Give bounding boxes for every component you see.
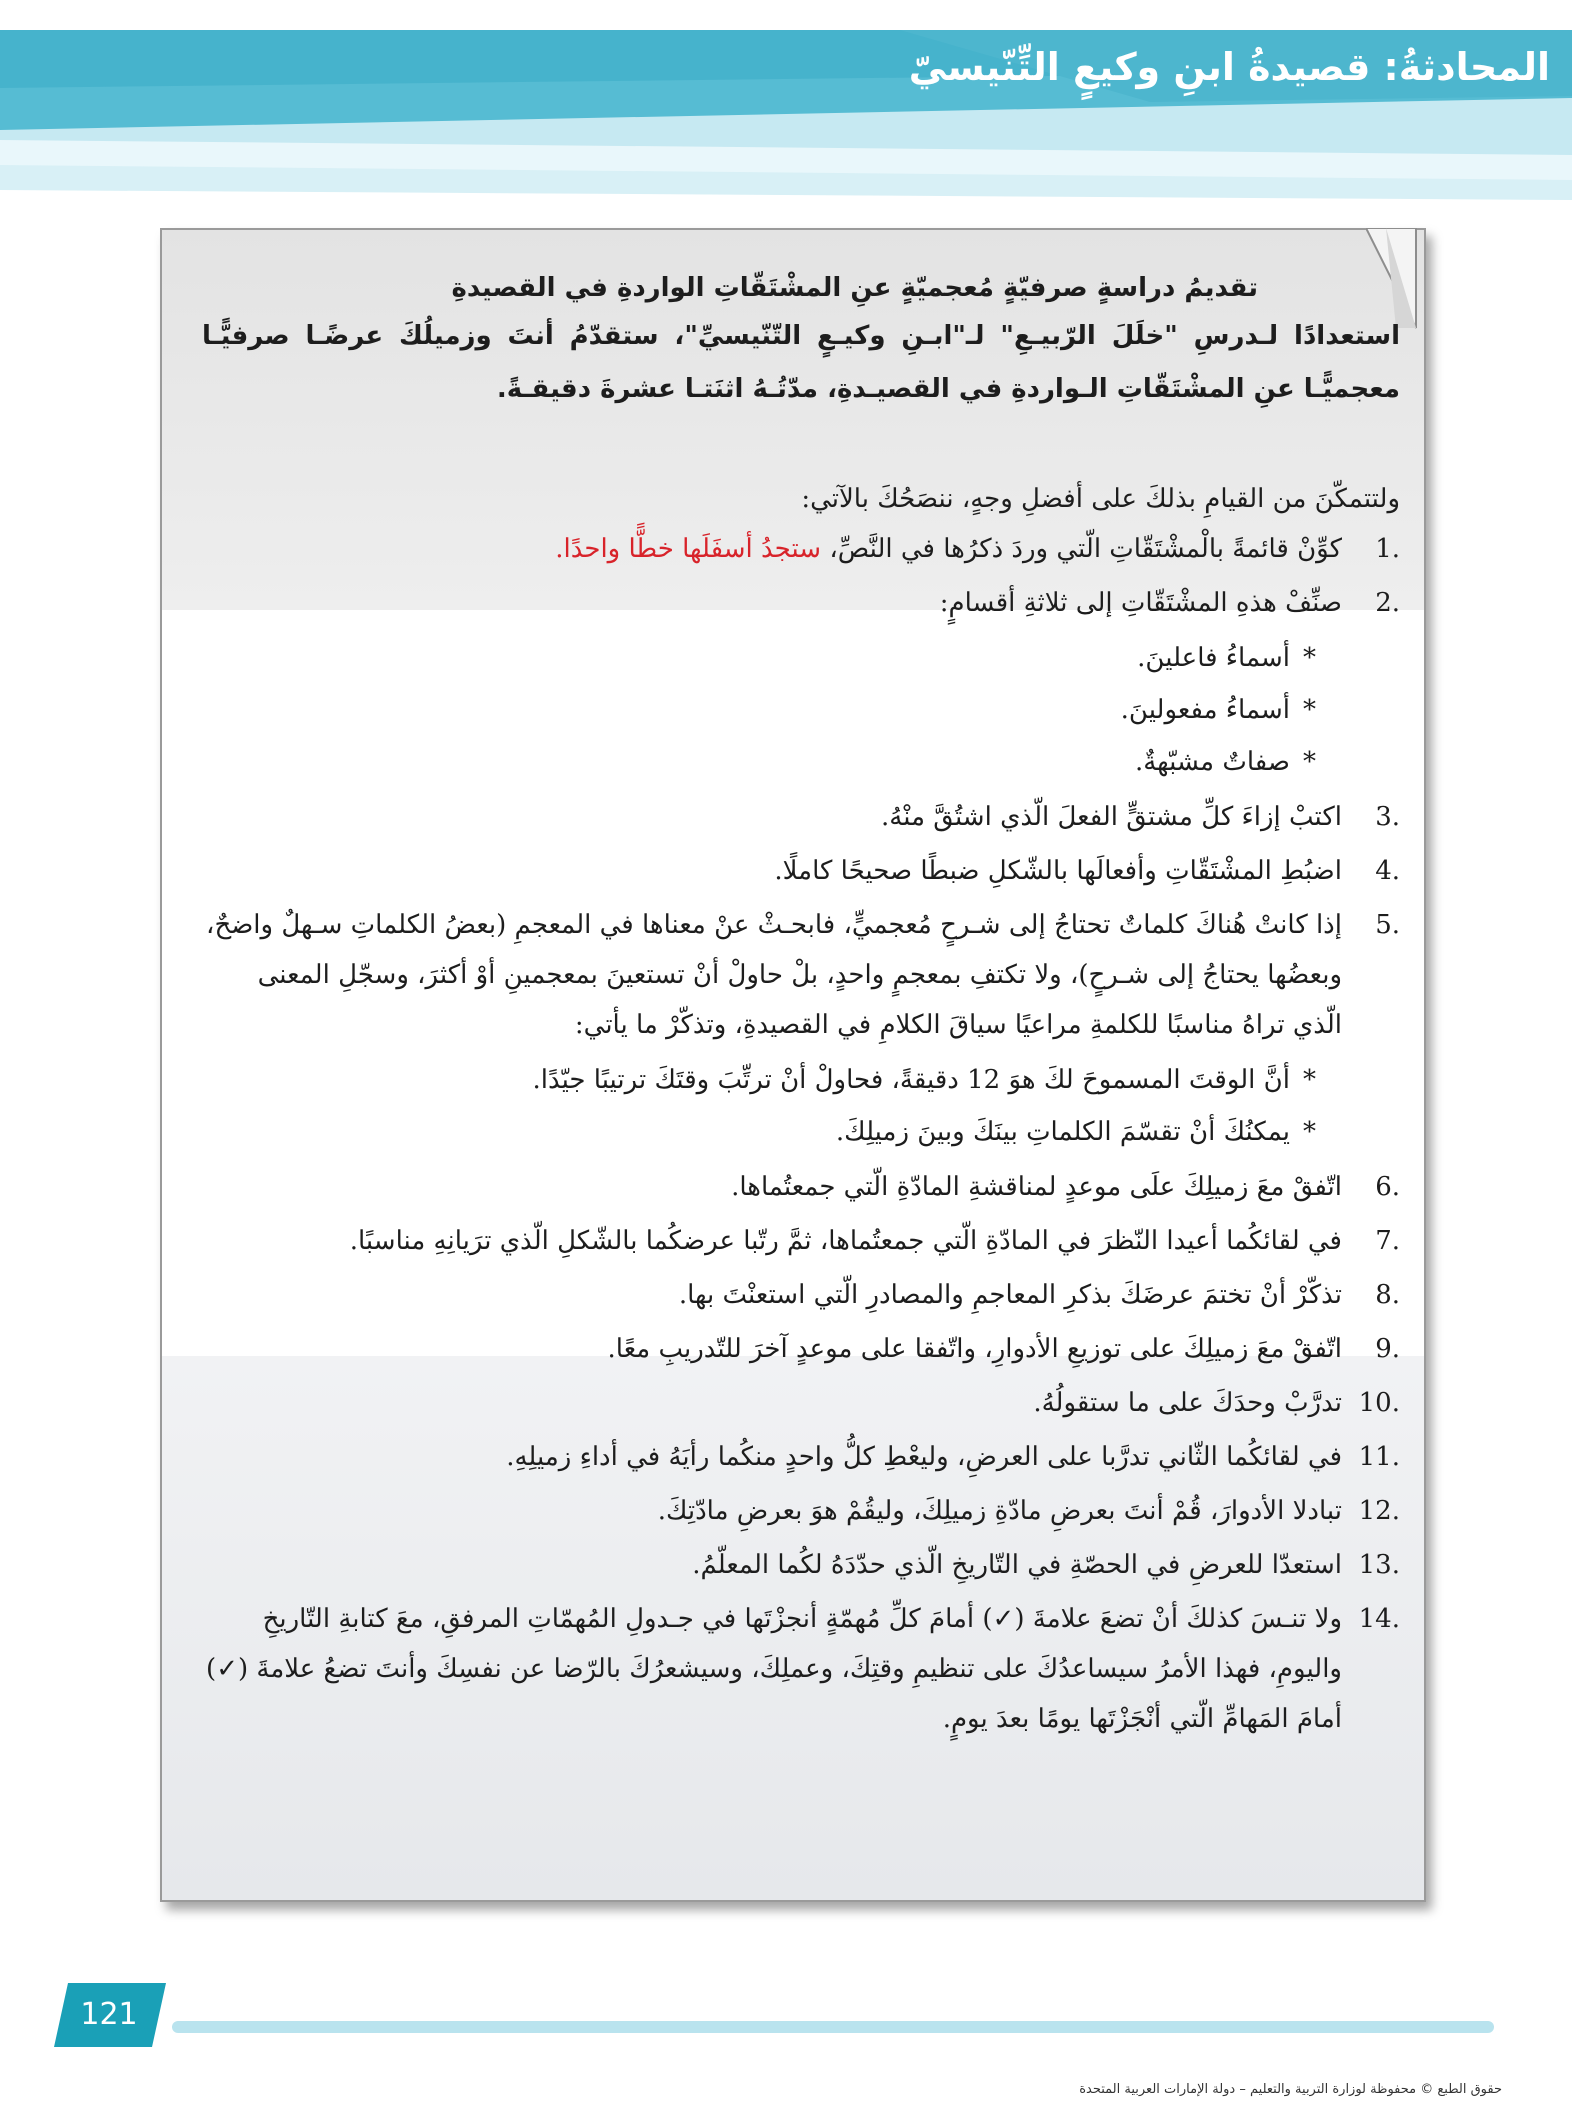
step-text: اتّفقْ معَ زميلِكَ على توزيعِ الأدوارِ، واتّفقا على موعدٍ آخرَ للتّدريبِ معًا. [607, 1334, 1342, 1364]
task-content [202, 266, 1400, 1748]
step-text: في لقائكُما الثّاني تدرَّبا على العرضِ، وليعْطِ كلُّ واحدٍ منكُما رأيَهُ في أداءِ زميلِهِ. [506, 1442, 1342, 1472]
step-item [202, 1216, 1400, 1266]
sub-list [202, 632, 1342, 788]
step-item [202, 578, 1400, 788]
step-text: ولا تنـسَ كذلكَ أنْ تضعَ علامةَ (✓) أمامَ كلِّ مُهمّةٍ أنجزْتَها في جـدولِ المُهمّاتِ المرفقِ، معَ كتابةِ التّاريخِ واليومِ، فهذا الأمرُ سيساعدُكَ على تنظيمِ وقتِكَ، وعملِكَ، وسيشعرُكَ بالرّضا عن نفسِكَ وأنتَ تضعُ علامةَ (✓) أمامَ المَهامِّ الّتي أنْجَزْتَها يومًا بعدَ يومٍ. [206, 1604, 1342, 1734]
step-number: 8. [1375, 1280, 1400, 1310]
task-card [160, 228, 1426, 1902]
sub-item: * أسماءُ فاعلينَ. [202, 632, 1316, 684]
step-text: اضبُطِ المشْتَقّاتِ وأفعالَها بالشّكلِ ضبطًا صحيحًا كاملًا. [774, 856, 1342, 886]
copyright-notice: حقوق الطبع © محفوظة لوزارة التربية والتعليم – دولة الإمارات العربية المتحدة [1079, 2082, 1502, 2097]
footer-divider [172, 2021, 1494, 2033]
sub-item: * أنَّ الوقتَ المسموحَ لكَ هوَ 12 دقيقةً، فحاولْ أنْ ترتِّبَ وقتَكَ ترتيبًا جيّدًا. [202, 1054, 1316, 1106]
step-number: 3. [1375, 802, 1400, 832]
step-text: استعدّا للعرضِ في الحصّةِ في التّاريخِ الّذي حدّدَهُ لكُما المعلّمُ. [692, 1550, 1342, 1580]
step-number: 6. [1375, 1172, 1400, 1202]
sub-list [202, 1054, 1342, 1158]
step-number: 11. [1358, 1442, 1400, 1472]
step-number: 14. [1358, 1604, 1400, 1634]
step-item [202, 1486, 1400, 1536]
step-text: تدرَّبْ وحدَكَ على ما ستقولُهُ. [1033, 1388, 1342, 1418]
step-item [202, 792, 1400, 842]
header-banner [0, 0, 1572, 200]
banner-stripes-graphic [0, 0, 1572, 200]
sub-item: * أسماءُ مفعولينَ. [202, 684, 1316, 736]
step-text: تبادلا الأدوارَ، قُمْ أنتَ بعرضِ مادّةِ زميلِكَ، وليقُمْ هوَ بعرضِ مادّتِكَ. [657, 1496, 1342, 1526]
step-number: 1. [1375, 534, 1400, 564]
page-number: 121 [80, 1997, 138, 2032]
step-item [202, 1324, 1400, 1374]
sub-item: * صفاتٌ مشبّهةٌ. [202, 736, 1316, 788]
step-item [202, 1540, 1400, 1590]
step-text: اكتبْ إزاءَ كلِّ مشتقٍّ الفعلَ الّذي اشتُقَّ منْهُ. [881, 802, 1342, 832]
step-text: كوِّنْ قائمةً بالْمشْتَقّاتِ الّتي وردَ ذكرُها في النَّصِّ، [821, 534, 1342, 564]
step-item [202, 1432, 1400, 1482]
step-number: 12. [1358, 1496, 1400, 1526]
sub-item: * يمكنُكَ أنْ تقسّمَ الكلماتِ بينَكَ وبينَ زميلِكَ. [202, 1106, 1316, 1158]
step-number: 13. [1358, 1550, 1400, 1580]
step-item [202, 524, 1400, 574]
step-number: 10. [1358, 1388, 1400, 1418]
step-item [202, 900, 1400, 1158]
step-text: إذا كانتْ هُناكَ كلماتٌ تحتاجُ إلى شـرحٍ مُعجميٍّ، فابحـثْ عنْ معناها في المعجمِ (بعضُ الكلماتِ سـهلٌ واضحٌ، وبعضُها يحتاجُ إلى شـرحٍ)، ولا تكتفِ بمعجمٍ واحدٍ، بلْ حاولْ أنْ تستعينَ بمعجمينِ أوْ أكثرَ، وسجّلِ المعنى الّذي تراهُ مناسبًا للكلمةِ مراعيًا سياقَ الكلامِ في القصيدةِ، وتذكّرْ ما يأتي: [206, 910, 1342, 1040]
step-number: 7. [1375, 1226, 1400, 1256]
task-title: تقديمُ دراسةٍ صرفيّةٍ مُعجميّةٍ عنِ المشْتَقّاتِ الواردةِ في القصيدةِ [451, 273, 1258, 303]
step-text: صنِّفْ هذهِ المشْتَقّاتِ إلى ثلاثةِ أقسامٍ: [939, 588, 1342, 618]
step-item [202, 1270, 1400, 1320]
step-item [202, 1162, 1400, 1212]
step-text: في لقائكُما أعيدا النّظرَ في المادّةِ الّتي جمعتُماها، ثمَّ رتّبا عرضكُما بالشّكلِ الّذي ترَيانِهِ مناسبًا. [349, 1226, 1342, 1256]
step-text: اتّفقْ معَ زميلِكَ علَى موعدٍ لمناقشةِ المادّةِ الّتي جمعتُماها. [731, 1172, 1342, 1202]
step-number: 5. [1375, 910, 1400, 940]
step-number: 2. [1375, 588, 1400, 618]
task-description: استعدادًا لـدرسِ "خلَلَ الرّبيـعِ" لـ"ابـنِ وكيـعٍ التّنّيسيِّ"، ستقدّمُ أنتَ وزميلُكَ عرضًـا صرفيًّـا معجميًّـا عنِ المشْتَقّاتِ الـواردةِ في القصيـدةِ، مدّتُـهُ اثنَتـا عشرةَ دقيقـةً. [202, 321, 1400, 404]
steps-list [202, 524, 1400, 1744]
step-text: تذكّرْ أنْ تختمَ عرضَكَ بذكرِ المعاجمِ والمصادرِ الّتي استعنْتَ بها. [678, 1280, 1342, 1310]
step-highlight: ستجدُ أسفَلَها خطًّا واحدًا. [555, 534, 822, 564]
task-intro: ولتتمكّنَ من القيامِ بذلكَ على أفضلِ وجهٍ، ننصَحُكَ بالآتي: [801, 484, 1400, 514]
step-item [202, 1378, 1400, 1428]
step-item [202, 1594, 1400, 1744]
page-title: المحادثةُ: قصيدةُ ابنِ وكيعٍ التِّنّيسيّ [908, 45, 1550, 89]
step-number: 4. [1375, 856, 1400, 886]
step-item [202, 846, 1400, 896]
step-number: 9. [1375, 1334, 1400, 1364]
